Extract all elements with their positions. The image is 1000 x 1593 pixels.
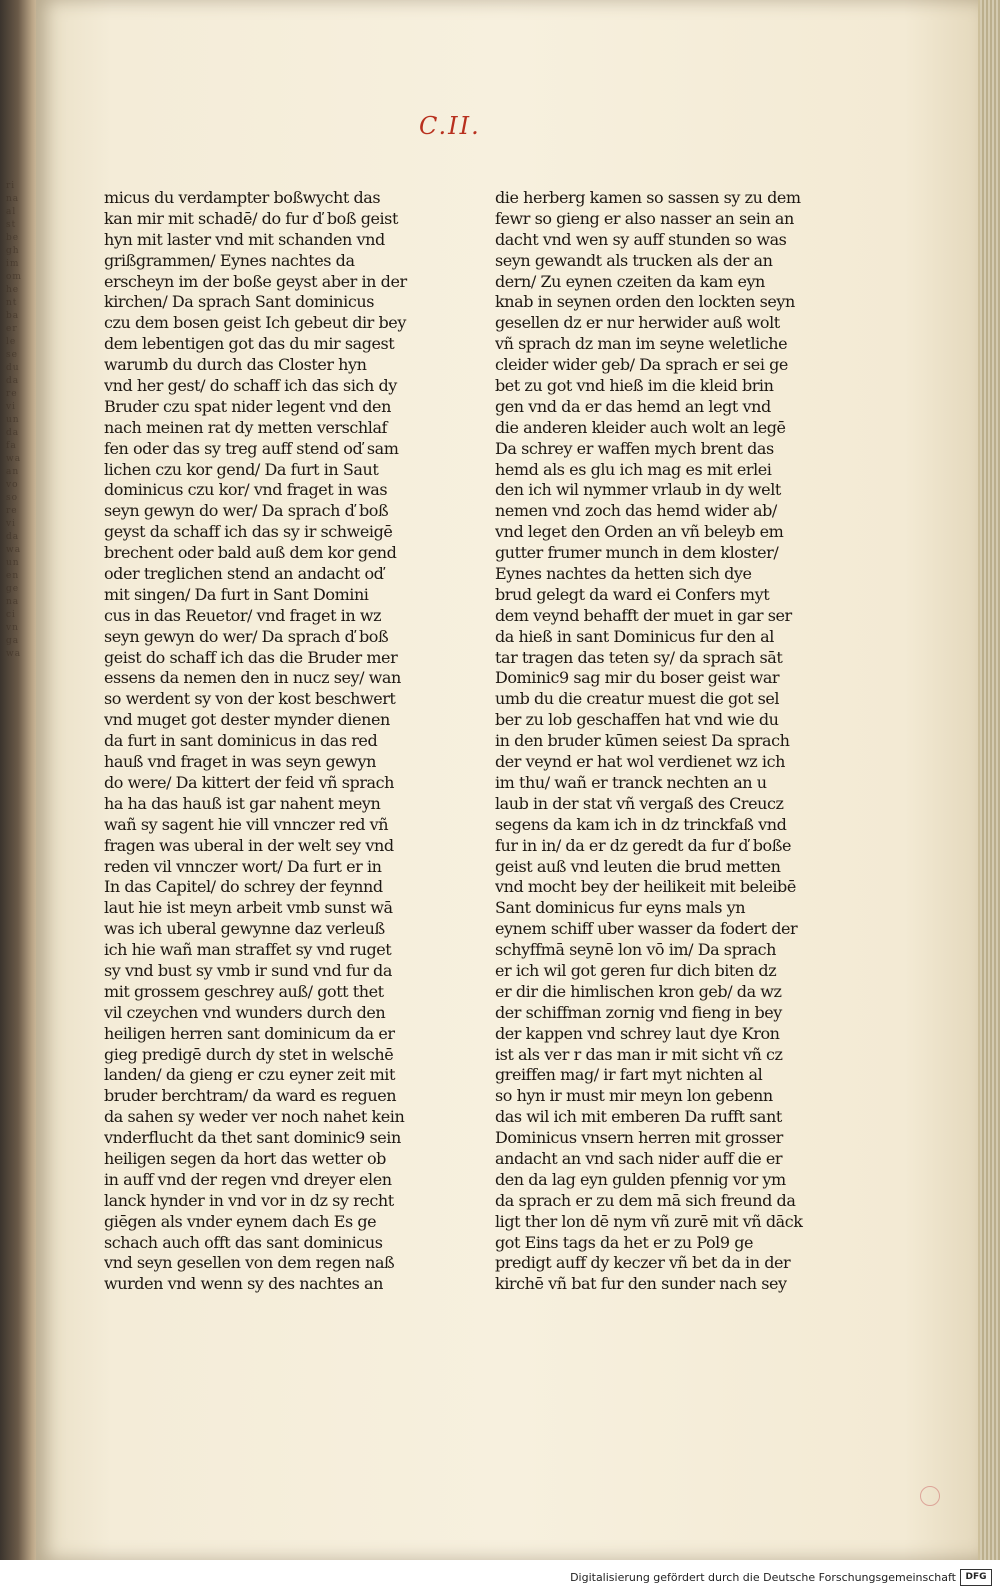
left-line: cus in das Reuetor/ vnd fraget in wz (104, 605, 382, 625)
right-line: gutter frumer munch in dem kloster/ (495, 543, 779, 563)
left-line: micus du verdampter boßwycht das (104, 188, 381, 207)
right-line: vñ sprach dz man im seyne weletliche (495, 334, 788, 354)
left-line: sy vnd bust sy vmb ir sund vnd fur da (104, 960, 392, 980)
left-line: vil czeychen vnd wunders durch den (104, 1002, 386, 1022)
left-line: oder treglichen stend an andacht oď (104, 564, 384, 584)
left-line: fragen was uberal in der welt sey vnd (104, 835, 394, 855)
left-line: wañ sy sagent hie vill vnnczer red vñ (104, 814, 389, 834)
left-line: in auff vnd der regen vnd dreyer elen (104, 1169, 392, 1189)
left-line: essens da nemen den in nucz sey/ wan (104, 668, 401, 688)
left-line: Bruder czu spat nider legent vnd den (104, 396, 391, 416)
right-line: dem veynd behafft der muet in gar ser (495, 605, 792, 625)
right-line: laub in der stat vñ vergaß des Creucz (495, 793, 784, 813)
left-line: schach auch offt das sant dominicus (104, 1232, 383, 1252)
left-line: In das Capitel/ do schrey der feynnd (104, 877, 383, 897)
facing-page-fragment: ri na al st be gh im om he nt ba er le se du da re vi un da fa wa an vo so re vi da wa un en ge na ci vn ga wa (6, 181, 22, 659)
right-line: Da schrey er waffen mych brent das (495, 438, 774, 458)
left-line: erscheyn im der boße geyst aber in der (104, 271, 407, 291)
dfg-logo: DFG (960, 1569, 992, 1586)
left-line: heiligen herren sant dominicum da er (104, 1023, 395, 1043)
funding-credit: Digitalisierung gefördert durch die Deutsche Forschungsgemeinschaft (570, 1571, 956, 1584)
left-line: kirchen/ Da sprach Sant dominicus (104, 292, 374, 312)
left-line: da sahen sy weder ver noch nahet kein (104, 1107, 405, 1127)
left-line: bruder berchtram/ da ward es reguen (104, 1086, 397, 1106)
right-line: bet zu got vnd hieß im die kleid brin (495, 376, 774, 396)
right-line: fur in in/ da er dz geredt da fur ď boße (495, 835, 791, 855)
left-line: dem lebentigen got das du mir sagest (104, 334, 395, 354)
left-line: do were/ Da kittert der feid vñ sprach (104, 772, 394, 792)
right-line: Sant dominicus fur eyns mals yn (495, 898, 746, 918)
left-text-column (104, 188, 434, 1295)
left-line: gieg predigē durch dy stet in welschē (104, 1044, 394, 1064)
right-line: der schiffman zornig vnd fieng in bey (495, 1002, 782, 1022)
right-line: Dominic9 sag mir du boser geist war (495, 668, 780, 688)
page-fore-edge (978, 0, 1000, 1565)
left-line: geist do schaff ich das die Bruder mer (104, 647, 398, 667)
left-line: heiligen segen da hort das wetter ob (104, 1148, 386, 1168)
left-line: seyn gewyn do wer/ Da sprach ď boß (104, 501, 389, 521)
right-line: brud gelegt da ward ei Confers myt (495, 584, 770, 604)
right-line: umb du die creatur muest die got sel (495, 689, 780, 709)
right-line: predigt auff dy keczer vñ bet da in der (495, 1253, 791, 1273)
folio-number: C.II. (419, 112, 481, 140)
right-line: geist auß vnd leuten die brud metten (495, 856, 781, 876)
right-line: knab in seynen orden den lockten seyn (495, 292, 795, 312)
right-line: da hieß in sant Dominicus fur den al (495, 626, 774, 646)
left-line: dominicus czu kor/ vnd fraget in was (104, 480, 388, 500)
right-line: greiffen mag/ ir fart myt nichten al (495, 1065, 763, 1085)
left-line: kan mir mit schadē/ do fur ď boß geist (104, 208, 398, 228)
right-line: vnd mocht bey der heilikeit mit beleibē (495, 877, 796, 897)
right-line: fewr so gieng er also nasser an sein an (495, 208, 794, 228)
right-text-column (495, 188, 825, 1295)
left-line: giēgen als vnder eynem dach Es ge (104, 1211, 377, 1231)
left-line: da furt in sant dominicus in das red (104, 731, 378, 751)
left-line: reden vil vnnczer wort/ Da furt er in (104, 856, 382, 876)
left-line: warumb du durch das Closter hyn (104, 355, 367, 375)
right-line: dacht vnd wen sy auff stunden so was (495, 229, 787, 249)
right-line: Eynes nachtes da hetten sich dye (495, 564, 752, 584)
right-line: ligt ther lon dē nym vñ zurē mit vñ dāck (495, 1211, 803, 1231)
left-line: vnderflucht da thet sant dominic9 sein (104, 1128, 401, 1148)
right-line: er dir die himlischen kron geb/ da wz (495, 981, 782, 1001)
left-line: ich hie wañ man straffet sy vnd ruget (104, 940, 392, 960)
left-line: lanck hynder in vnd vor in dz sy recht (104, 1190, 394, 1210)
right-line: seyn gewandt als trucken als der an (495, 250, 773, 270)
right-line: tar tragen das teten sy/ da sprach sāt (495, 647, 783, 667)
left-line: seyn gewyn do wer/ Da sprach ď boß (104, 626, 389, 646)
right-line: ist als ver r das man ir mit sicht vñ cz (495, 1044, 783, 1064)
left-line: czu dem bosen geist Ich gebeut dir bey (104, 313, 406, 333)
right-line: segens da kam ich in dz trinckfaß vnd (495, 814, 787, 834)
right-line: vnd leget den Orden an vñ beleyb em (495, 522, 784, 542)
left-line: fen oder das sy treg auff stend oď sam (104, 438, 399, 458)
left-line: mit grossem geschrey auß/ gott thet (104, 981, 384, 1001)
right-line: der kappen vnd schrey laut dye Kron (495, 1023, 780, 1043)
right-line: dern/ Zu eynen czeiten da kam eyn (495, 271, 765, 291)
right-line: im thu/ wañ er tranck nechten an u (495, 772, 767, 792)
right-line: den ich wil nymmer vrlaub in dy welt (495, 480, 781, 500)
left-line: brechent oder bald auß dem kor gend (104, 543, 397, 563)
right-line: eynem schiff uber wasser da fodert der (495, 919, 798, 939)
left-line: so werdent sy von der kost beschwert (104, 689, 396, 709)
right-line: die herberg kamen so sassen sy zu dem (495, 188, 801, 207)
left-line: geyst da schaff ich das sy ir schweigē (104, 522, 393, 542)
left-line: lichen czu kor gend/ Da furt in Saut (104, 459, 379, 479)
left-line: vnd her gest/ do schaff ich das sich dy (104, 376, 397, 396)
left-line: nach meinen rat dy metten verschlaf (104, 417, 388, 437)
left-line: ha ha das hauß ist gar nahent meyn (104, 793, 381, 813)
right-line: gen vnd da er das hemd an legt vnd (495, 396, 771, 416)
right-line: da sprach er zu dem mā sich freund da (495, 1190, 796, 1210)
right-line: das wil ich mit emberen Da rufft sant (495, 1107, 782, 1127)
right-line: andacht an vnd sach nider auff die er (495, 1148, 783, 1168)
digitization-footer (0, 1560, 1000, 1593)
left-line: wurden vnd wenn sy des nachtes an (104, 1274, 383, 1294)
right-line: ber zu lob geschaffen hat vnd wie du (495, 710, 779, 730)
right-line: den da lag eyn gulden pfennig vor ym (495, 1169, 786, 1189)
right-line: cleider wider geb/ Da sprach er sei ge (495, 355, 788, 375)
right-line: nemen vnd zoch das hemd wider ab/ (495, 501, 777, 521)
right-line: gesellen dz er nur herwider auß wolt (495, 313, 780, 333)
left-line: hauß vnd fraget in was seyn gewyn (104, 752, 376, 772)
right-line: got Eins tags da het er zu Pol9 ge (495, 1232, 754, 1252)
right-line: schyffmā seynē lon vō im/ Da sprach (495, 940, 777, 960)
right-line: so hyn ir must mir meyn lon gebenn (495, 1086, 773, 1106)
left-line: grißgrammen/ Eynes nachtes da (104, 250, 355, 270)
right-line: der veynd er hat wol verdienet wz ich (495, 752, 785, 772)
left-line: hyn mit laster vnd mit schanden vnd (104, 229, 385, 249)
left-line: vnd muget got dester mynder dienen (104, 710, 390, 730)
library-stamp-mark (920, 1486, 940, 1506)
right-line: Dominicus vnsern herren mit grosser (495, 1128, 783, 1148)
manuscript-page (36, 0, 980, 1560)
left-line: vnd seyn gesellen von dem regen naß (104, 1253, 395, 1273)
left-line: landen/ da gieng er czu eyner zeit mit (104, 1065, 395, 1085)
left-line: laut hie ist meyn arbeit vmb sunst wā (104, 898, 393, 918)
book-spine-edge (0, 0, 40, 1560)
left-line: was ich uberal gewynne daz verleuß (104, 919, 385, 939)
right-line: in den bruder kūmen seiest Da sprach (495, 731, 790, 751)
right-line: er ich wil got geren fur dich biten dz (495, 960, 777, 980)
right-line: kirchē vñ bat fur den sunder nach sey (495, 1274, 787, 1294)
right-line: die anderen kleider auch wolt an legē (495, 417, 786, 437)
right-line: hemd als es glu ich mag es mit erlei (495, 459, 772, 479)
left-line: mit singen/ Da furt in Sant Domini (104, 584, 369, 604)
